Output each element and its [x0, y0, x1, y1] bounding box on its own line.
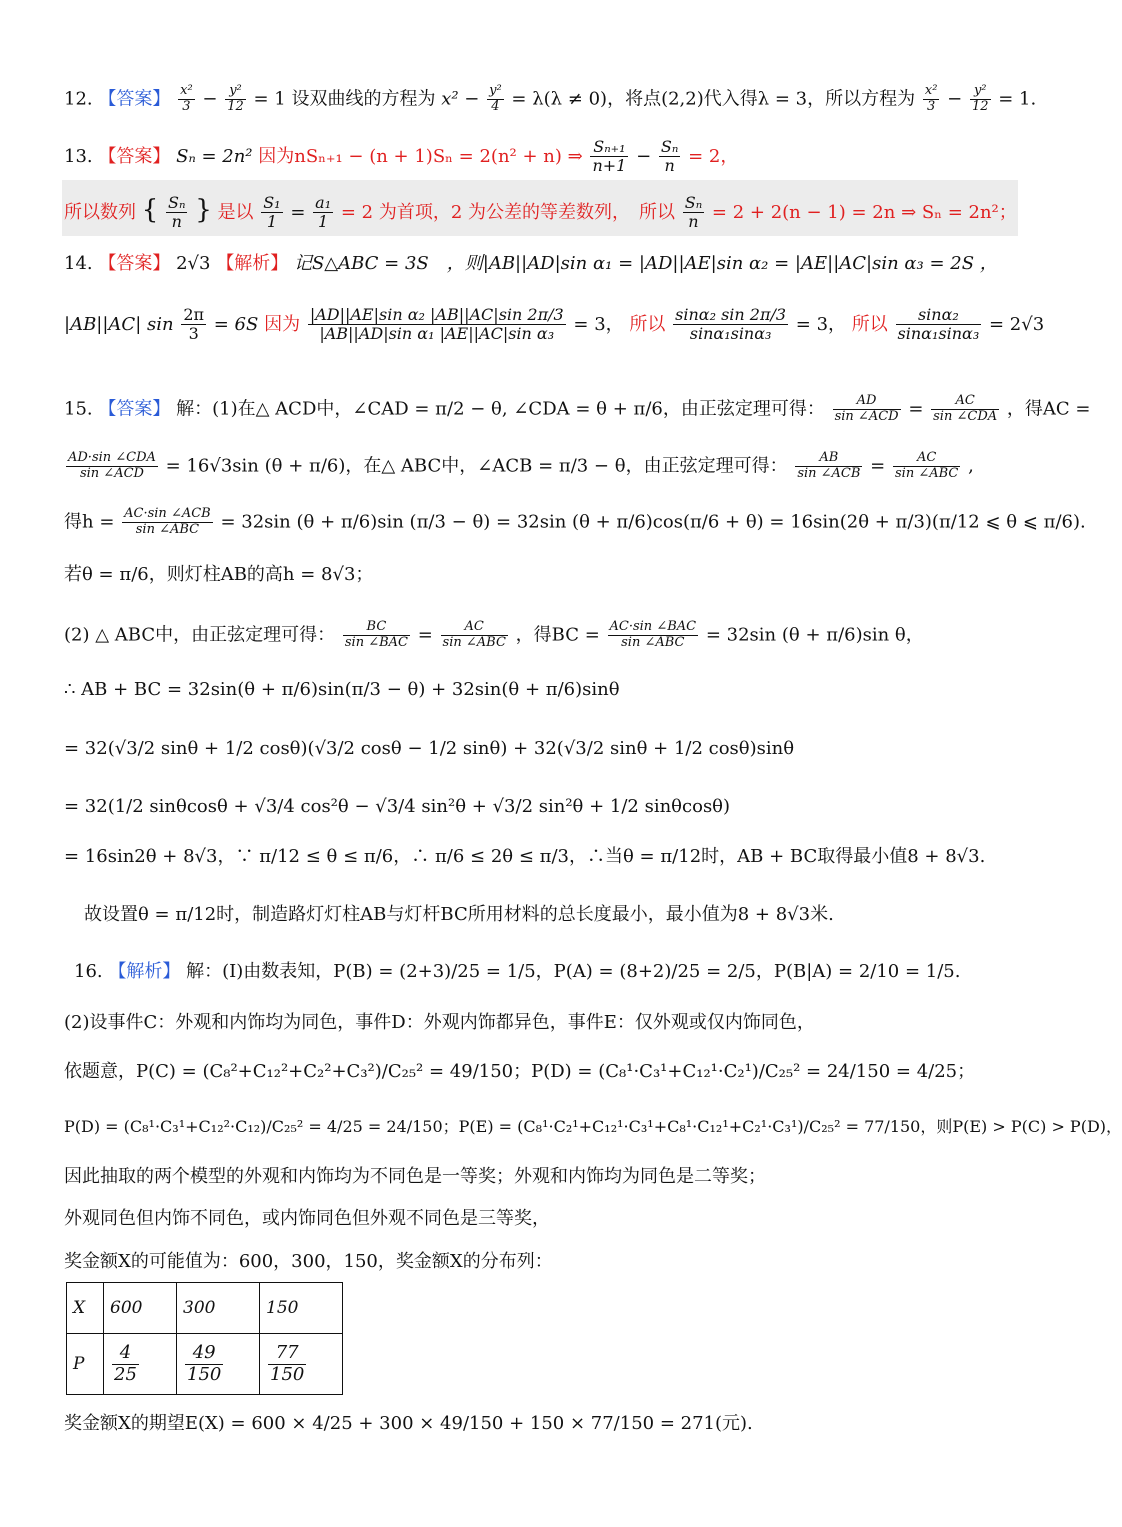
distribution-table [66, 1282, 343, 1395]
problem-number: 12. [64, 88, 93, 110]
problem-15-line-8: = 32(1/2 sinθcosθ + √3/4 cos²θ − √3/4 sin²θ + √3/2 sin²θ + 1/2 sinθcosθ) [64, 796, 731, 817]
reason-tail: = 2， [688, 145, 739, 167]
answer-tag: 【答案】 [98, 398, 171, 420]
answer-tag: 【答案】 [98, 253, 171, 274]
fraction-x2-3-b: $\frac{\text{x²}}{3}$ [924, 83, 938, 114]
text-a: 所以数列 [64, 201, 136, 223]
problem-14-line-1 [64, 252, 998, 276]
problem-16-line-8: 奖金额X的期望E(X) = 600 × 4/25 + 300 × 49/150 + 150 × 77/150 = 271(元). [64, 1413, 753, 1434]
problem-13-line-2: 所以数列 { $\frac{\text{Sₙ}}{n}$ } 是以 $\frac{\text{S₁}}{1}$ = $\frac{\text{a₁}}{1}$ = 2 为首项，2 为公差的等差数列， 所以 $\frac{\text{Sₙ}}{n}$ = 2 + 2(n − 1) = 2n ⇒ Sₙ = 2n²； [64, 193, 1017, 232]
fraction-sn-n-2: $\frac{\text{Sₙ}}{n}$ [684, 193, 703, 232]
problem-15-line-3: 得h = $\frac{\text{AC·sin ∠ACB}}{\text{sin ∠ABC}}$ = 32sin (θ + π/6)sin (π/3 − θ) = 32sin (θ + π/6)cos(π/6 + θ) = 16sin(2θ + π/3)(π/12 ⩽ θ ⩽ π/6). [64, 506, 1086, 537]
problem-number: 16. [74, 961, 103, 982]
problem-16-line-2: (2)设事件C：外观和内饰均为同色，事件D：外观内饰都异色，事件E：仅外观或仅内饰同色， [64, 1012, 815, 1033]
problem-13-line-1: 13. 【答案】 Sₙ = 2n² 因为nSₙ₊₁ − (n + 1)Sₙ = 2(n² + n) ⇒ $\frac{\text{Sₙ₊₁}}{n+1}$ − $\frac{\text{Sₙ}}{n}$ = 2， [64, 137, 739, 176]
fraction-sin-ratio-2: $\frac{\text{sinα₂}}{\text{sinα₁sinα₃}}$ [897, 305, 980, 344]
problem-15-line-6: ∴ AB + BC = 32sin(θ + π/6)sin(π/3 − θ) + 32sin(θ + π/6)sinθ [64, 679, 620, 700]
table-cell: P [67, 1334, 104, 1395]
problem-15-line-4: 若θ = π/6，则灯柱AB的高h = 8√3； [64, 564, 374, 585]
problem-16-line-4: P(D) = (C₈¹·C₃¹+C₁₂²·C₁₂)/C₂₅² = 4/25 = 24/150；P(E) = (C₈¹·C₂¹+C₁₂¹·C₃¹+C₈¹·C₁₂¹+C₂¹·C₃¹)/C₂₅² = 77/150，则P(E) > P(C) > P(D)， [64, 1117, 1122, 1136]
table-row [67, 1334, 343, 1395]
problem-16-line-3: 依题意，P(C) = (C₈²+C₁₂²+C₂²+C₃²)/C₂₅² = 49/150；P(D) = (C₈¹·C₃¹+C₁₂¹·C₂¹)/C₂₅² = 24/150 = 4/25； [64, 1061, 976, 1082]
problem-16-line-7: 奖金额X的可能值为：600，300，150，奖金额X的分布列： [64, 1251, 553, 1272]
problem-15-line-7: = 32(√3/2 sinθ + 1/2 cosθ)(√3/2 cosθ − 1/2 sinθ) + 32(√3/2 sinθ + 1/2 cosθ)sinθ [64, 738, 795, 759]
answer-tag: 【答案】 [98, 88, 171, 110]
table-cell: 300 [177, 1283, 260, 1334]
fraction-sn-n: $\frac{\text{Sₙ}}{n}$ [168, 193, 186, 232]
table-row [67, 1283, 343, 1334]
table-cell: $\frac{77}{150}$ [260, 1334, 343, 1395]
problem-number: 13. [64, 145, 93, 167]
table-cell: 150 [260, 1283, 343, 1334]
reason-text: 因为nSₙ₊₁ − (n + 1)Sₙ = 2(n² + n) ⇒ [258, 145, 583, 167]
problem-15-line-9: = 16sin2θ + 8√3，∵ π/12 ≤ θ ≤ π/6，∴ π/6 ≤ 2θ ≤ π/3，∴当θ = π/12时，AB + BC取得最小值8 + 8√3. [64, 846, 986, 867]
fraction-s1-1: $\frac{\text{S₁}}{1}$ [263, 193, 281, 232]
problem-15-line-2: $\frac{\text{AD·sin ∠CDA}}{\text{sin ∠ACD}}$ = 16√3sin (θ + π/6)，在△ ABC中，∠ACB = π/3 − θ，由正弦定理可得： $\frac{AB}{\text{sin ∠ACB}}$ = $\frac{AC}{\text{sin ∠ABC}}$ , [68, 450, 974, 481]
answer-value: Sₙ = 2n² [176, 145, 253, 167]
table-cell: $\frac{4}{25}$ [104, 1334, 177, 1395]
analysis-tag: 【解析】 [108, 961, 181, 982]
text-b: 是以 [217, 201, 254, 223]
fraction-sn-n: $\frac{\text{Sₙ}}{n}$ [660, 137, 679, 176]
problem-12-line: 12. 【答案】 $\frac{\text{x²}}{3}$ − $\frac{\text{y²}}{12}$ = 1 设双曲线的方程为 x² − $\frac{\text{y²}}{4}$ = λ(λ ≠ 0)，将点(2,2)代入得λ = 3，所以方程为 $\frac{\text{x²}}{3}$ − $\frac{\text{y²}}{12}$ = 1. [64, 83, 1037, 114]
problem-15-line-1: 15. 【答案】 解：(1)在△ ACD中，∠CAD = π/2 − θ, ∠CDA = θ + π/6，由正弦定理可得： $\frac{AD}{\text{sin ∠ACD}}$ = $\frac{AC}{\text{sin ∠CDA}}$ ，得AC = [64, 393, 1091, 424]
problem-15-line-10: 故设置θ = π/12时，制造路灯灯柱AB与灯杆BC所用材料的总长度最小，最小值为8 + 8√3米. [84, 904, 834, 925]
fraction-sin-ratio: $\frac{\text{sinα₂ sin 2π/3}}{\text{sinα₁sinα₃}}$ [675, 305, 787, 344]
table-cell: 600 [104, 1283, 177, 1334]
answer-tag: 【答案】 [98, 145, 171, 167]
problem-12-text-a: = 1 设双曲线的方程为 [253, 88, 436, 110]
text-c: = 2 为首项，2 为公差的等差数列， 所以 [340, 201, 675, 223]
fraction-y2-4: $\frac{\text{y²}}{4}$ [489, 83, 502, 114]
problem-16-line-6: 外观同色但内饰不同色，或内饰同色但外观不同色是三等奖， [64, 1208, 550, 1229]
problem-15-line-5: (2) △ ABC中，由正弦定理可得： $\frac{BC}{\text{sin ∠BAC}}$ = $\frac{AC}{\text{sin ∠ABC}}$ ，得BC = $\frac{\text{AC·sin ∠BAC}}{\text{sin ∠ABC}}$ = 32sin (θ + π/6)sin θ， [64, 619, 924, 650]
fraction-area-ratio: $\frac{\text{|AD||AE|sin α₂ |AB||AC|sin 2π/3}}{\text{|AB||AD|sin α₁ |AE||AC|sin α₃}}$ [309, 305, 564, 344]
fraction-y2-12-b: $\frac{\text{y²}}{12}$ [971, 83, 989, 114]
analysis-text: 记S△ABC = 3S ，则|AB||AD|sin α₁ = |AD||AE|sin α₂ = |AE||AC|sin α₃ = 2S ， [293, 253, 998, 274]
table-cell: X [67, 1283, 104, 1334]
problem-16-line-5: 因此抽取的两个模型的外观和内饰均为不同色是一等奖；外观和内饰均为同色是二等奖； [64, 1166, 766, 1187]
problem-16-line-1: 16. 【解析】 解：(I)由数表知，P(B) = (2+3)/25 = 1/5，P(A) = (8+2)/25 = 2/5，P(B|A) = 2/10 = 1/5. [74, 961, 961, 982]
answer-value: 2√3 [176, 253, 211, 274]
table-cell: $\frac{49}{150}$ [177, 1334, 260, 1395]
problem-number: 15. [64, 398, 93, 420]
fraction-a1-1: $\frac{\text{a₁}}{1}$ [315, 193, 332, 232]
problem-number: 14. [64, 253, 93, 274]
analysis-tag: 【解析】 [216, 253, 289, 274]
text-d: = 2 + 2(n − 1) = 2n ⇒ Sₙ = 2n²； [711, 201, 1017, 223]
fraction-x2-3: $\frac{\text{x²}}{3}$ [180, 83, 193, 114]
fraction-sn1-n1: $\frac{\text{Sₙ₊₁}}{n+1}$ [592, 137, 627, 176]
problem-14-line-2: |AB||AC| sin $\frac{2\pi}{3}$ = 6S 因为 $\frac{\text{|AD||AE|sin α₂ |AB||AC|sin 2π/3}}{\text{|AB||AD|sin α₁ |AE||AC|sin α₃}}$ = 3， 所以 $\frac{\text{sinα₂ sin 2π/3}}{\text{sinα₁sinα₃}}$ = 3， 所以 $\frac{\text{sinα₂}}{\text{sinα₁sinα₃}}$ = 2√3 [64, 305, 1045, 344]
fraction-y2-12: $\frac{\text{y²}}{12}$ [227, 83, 244, 114]
fraction-2pi-3: $\frac{2\pi}{3}$ [183, 305, 205, 344]
problem-12-text-c: = 1. [998, 88, 1037, 110]
problem-12-text-b: = λ(λ ≠ 0)，将点(2,2)代入得λ = 3，所以方程为 [511, 88, 916, 110]
